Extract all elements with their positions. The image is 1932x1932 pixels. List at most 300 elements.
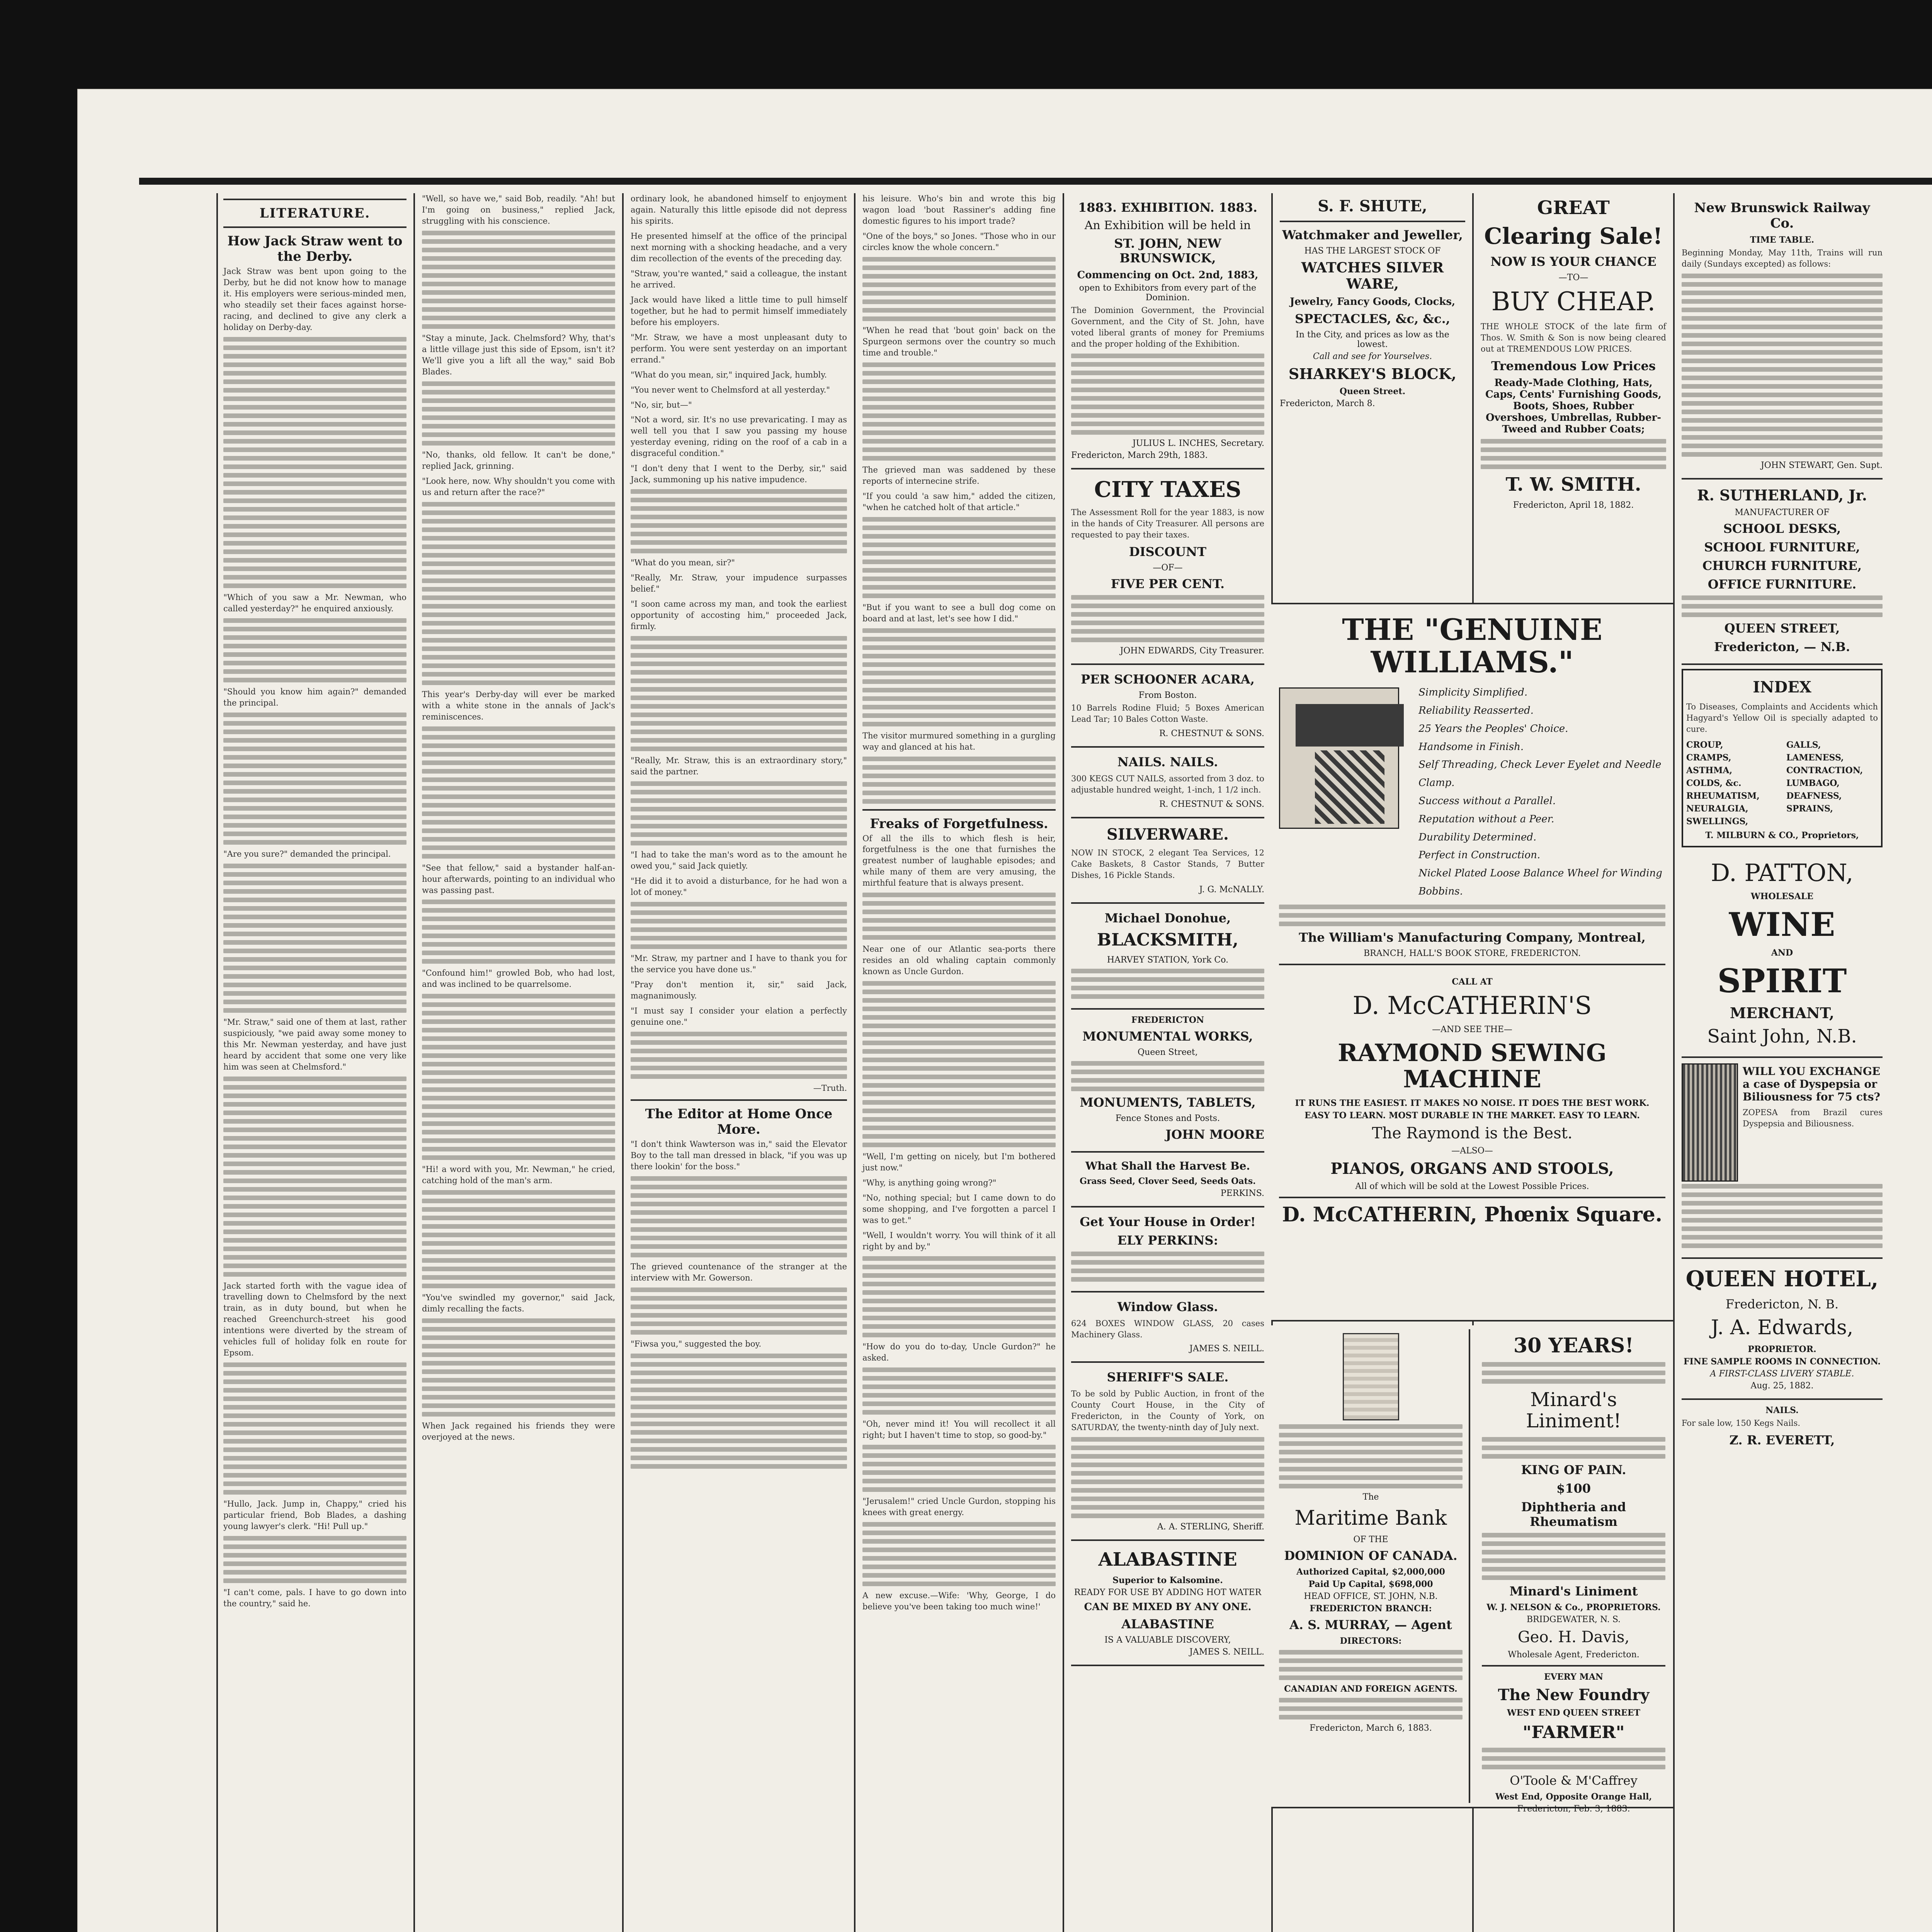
text-block [631, 636, 847, 751]
ad-signature: T. MILBURN & CO., Proprietors, [1705, 830, 1859, 840]
index-item: DEAFNESS, [1786, 791, 1842, 801]
text-block [422, 726, 615, 859]
rule [1482, 1665, 1665, 1667]
text-block [862, 893, 1056, 940]
ad-title: 30 YEARS! [1513, 1334, 1634, 1357]
ad-body: To be sold by Public Auction, in front of the County Court House, in the City of Fredericton, in the County of York, on SATURDAY, the twenty-ninth day of July next. [1071, 1389, 1264, 1432]
story-paragraph: "Look here, now. Why shouldn't you come with us and return after the race?" [422, 476, 615, 497]
ad-city-taxes [1071, 469, 1264, 665]
text-block [862, 628, 1056, 726]
story-paragraph: "Really, Mr. Straw, this is an extraordinary story," said the partner. [631, 756, 847, 777]
article-paragraph: "But if you want to see a bull dog come on board and at last, let's see how I did." [862, 602, 1056, 623]
column-story-end [622, 193, 854, 1932]
story-paragraph: "What do you mean, sir," inquired Jack, humbly. [631, 370, 827, 379]
rule [862, 809, 1056, 811]
ad-dateline: Fredericton, March 29th, 1883. [1071, 450, 1208, 460]
story-paragraph: When Jack regained his friends they were overjoyed at the news. [422, 1421, 615, 1442]
ad-line: CAN BE MIXED BY ANY ONE. [1084, 1601, 1252, 1613]
ad-sutherland [1682, 480, 1883, 665]
feature-item: Perfect in Construction. [1418, 849, 1541, 861]
ad-headline: WATCHES SILVER WARE, [1301, 260, 1444, 292]
article-paragraph: "Oh, never mind it! You will recollect it all right; but I haven't time to stop, so good-by." [862, 1419, 1056, 1440]
ad-blacksmith [1071, 904, 1264, 1009]
feature-item: Handsome in Finish. [1418, 741, 1524, 753]
ad-title: SHERIFF'S SALE. [1107, 1370, 1229, 1385]
ad-line: SCHOOL FURNITURE, [1704, 539, 1860, 554]
text-block [1071, 595, 1264, 642]
ad-title: NAILS. NAILS. [1117, 755, 1218, 770]
ad-signature: Z. R. EVERETT, [1729, 1433, 1835, 1448]
story-paragraph: Jack started forth with the vague idea of travelling down to Chelmsford by the next train, as in duty bound, but when he reached Greenchurch-street his good intentions were diverted by the stream of vehicles full of holiday folk en route for Epsom. [223, 1281, 406, 1358]
story-paragraph: "Stay a minute, Jack. Chelmsford? Why, that's a little village just this side of Epsom, isn't it? We'll give you a lift all the way," said Bob Blades. [422, 333, 615, 376]
story-paragraph: "I had to take the man's word as to the amount he owed you," said Jack quietly. [631, 850, 847, 871]
story-paragraph: "Mr. Straw," said one of them at last, rather suspiciously, "we paid away some money to this Mr. Newman yesterday, and have just heard by accident that some one very like him was seen at Chelmsford." [223, 1017, 406, 1071]
text-block [1481, 439, 1666, 469]
text-block [631, 1176, 847, 1257]
text-block [631, 1287, 847, 1335]
text-block [1071, 1061, 1264, 1091]
story-paragraph: "Hi! a word with you, Mr. Newman," he cried, catching hold of the man's arm. [422, 1165, 615, 1185]
ad-title: Clearing Sale! [1484, 223, 1663, 249]
ad-list: Ready-Made Clothing, Hats, Caps, Cents' Furnishing Goods, Boots, Shoes, Rubber Overshoes, Umbrellas, Rubber-Tweed and Rubber Coats; [1485, 377, 1662, 435]
ad-body-row [1279, 684, 1665, 901]
ad-line: KING OF PAIN. [1521, 1463, 1626, 1478]
text-block [1482, 1437, 1665, 1459]
ad-title: THE "GENUINE WILLIAMS." [1342, 612, 1602, 679]
ad-also: —ALSO— [1451, 1146, 1493, 1156]
text-block [1071, 354, 1264, 435]
article-paragraph: "How do you do to-day, Uncle Gurdon?" he asked. [862, 1342, 1056, 1362]
feature-item: 25 Years the Peoples' Choice. [1418, 723, 1568, 735]
ad-title: SILVERWARE. [1107, 825, 1229, 844]
ad-of: OF THE [1353, 1535, 1388, 1545]
ad-headline: RAYMOND SEWING MACHINE [1338, 1039, 1607, 1094]
text-block [631, 1354, 847, 1469]
article-paragraph: "When he read that 'bout goin' back on the Spurgeon sermons over the country so much time and trouble." [862, 325, 1056, 357]
ad-signature: W. J. NELSON & Co., PROPRIETORS. [1486, 1602, 1661, 1613]
ad-call-at: CALL AT [1452, 976, 1493, 987]
ad-headline: SPIRIT [1717, 962, 1847, 1000]
text-block [223, 1077, 406, 1277]
ad-house [1071, 1208, 1264, 1293]
ad-line: MERCHANT, [1730, 1004, 1835, 1022]
ad-line: HAS THE LARGEST STOCK OF [1304, 246, 1441, 256]
ad-title: MONUMENTAL WORKS, [1082, 1029, 1253, 1044]
text-block [223, 1536, 406, 1583]
ad-line: Call and see for Yourselves. [1313, 352, 1432, 361]
story-title: How Jack Straw went to the Derby. [227, 233, 403, 264]
ad-queen-hotel [1682, 1259, 1883, 1400]
ad-branch: BRANCH, HALL'S BOOK STORE, FREDERICTON. [1364, 948, 1581, 958]
text-block [422, 502, 615, 685]
article-paragraph: "Well, I'm getting on nicely, but I'm bothered just now." [862, 1152, 1056, 1173]
ad-body: 10 Barrels Rodine Fluid; 5 Boxes American Lead Tar; 10 Bales Cotton Waste. [1071, 703, 1264, 724]
text-block [631, 489, 847, 553]
story-paragraph: "No, thanks, old fellow. It can't be done," replied Jack, grinning. [422, 450, 615, 471]
ad-signature: T. W. SMITH. [1505, 474, 1641, 496]
article-paragraph: Near one of our Atlantic sea-ports there resides an old whaling captain commonly known as Uncle Gurdon. [862, 944, 1056, 976]
article-paragraph: A new excuse.—Wife: 'Why, George, I do believe you've been taking too much wine!' [862, 1590, 1056, 1611]
text-block [1279, 1650, 1463, 1680]
ad-subtitle: MANUFACTURER OF [1735, 507, 1830, 517]
ad-place: Saint John, N.B. [1707, 1026, 1857, 1048]
index-item: NEURALGIA, [1686, 803, 1748, 814]
text-block [1482, 1748, 1665, 1769]
rule [1279, 964, 1665, 965]
text-block [422, 1318, 615, 1417]
text-block [862, 981, 1056, 1147]
ad-line: SCHOOL DESKS, [1723, 521, 1841, 536]
ad-title: Get Your House in Order! [1080, 1214, 1256, 1229]
ad-dominion: DOMINION OF CANADA. [1284, 1548, 1458, 1563]
ad-dateline: Fredericton, Feb. 3, 1883. [1517, 1804, 1630, 1814]
ad-place: FREDERICTON [1131, 1015, 1204, 1025]
figure-illustration [1343, 1333, 1399, 1420]
story-paragraph: "Confound him!" growled Bob, who had lost, and was inclined to be quarrelsome. [422, 968, 615, 989]
ad-nails [1071, 748, 1264, 818]
ad-williams-sewing-machine [1271, 603, 1673, 1321]
top-rule [139, 178, 1932, 185]
ad-body: For sale low, 150 Kegs Nails. [1682, 1418, 1801, 1428]
ad-title: ALABASTINE [1098, 1549, 1237, 1571]
story-paragraph: "Well, so have we," said Bob, readily. "Ah! but I'm going on business," replied Jack, struggling with his conscience. [422, 194, 615, 226]
index-item: SPRAINS, [1786, 803, 1833, 814]
ad-headline: WINE [1729, 905, 1835, 944]
ad-subtitle: TIME TABLE. [1750, 235, 1815, 245]
ad-street: Queen Street. [1339, 386, 1406, 396]
ad-minard [1482, 1329, 1665, 1814]
ad-title: Window Glass. [1117, 1299, 1218, 1314]
ad-exchange [1682, 1058, 1883, 1259]
ad-directors: DIRECTORS: [1340, 1636, 1402, 1646]
ad-line: The Raymond is the Best. [1372, 1124, 1573, 1142]
ad-head: GREAT [1537, 197, 1610, 219]
ad-bank-and-liniment [1271, 1325, 1673, 1814]
article-paragraph: "One of the boys," so Jones. "Those who in our circles know the whole concern." [862, 231, 1056, 252]
article-paragraph: The visitor murmured something in a gurgling way and glanced at his hat. [862, 731, 1056, 752]
article-paragraph: "I don't think Wawterson was in," said the Elevator Boy to the tall man dressed in black, "if you was up there lookin' for the boss." [631, 1139, 847, 1171]
ad-line: Diphtheria and Rheumatism [1521, 1500, 1626, 1529]
ad-signature: O'Toole & M'Caffrey [1510, 1773, 1638, 1788]
ad-place: SHARKEY'S BLOCK, [1288, 365, 1457, 383]
ad-title: Minard's Liniment [1509, 1584, 1638, 1599]
ad-line: A FIRST-CLASS LIVERY STABLE. [1710, 1369, 1854, 1379]
story-paragraph: This year's Derby-day will ever be marked with a white stone in the annals of Jack's reminiscences. [422, 689, 615, 721]
feature-item: Nickel Plated Loose Balance Wheel for Winding Bobbins. [1418, 867, 1662, 897]
ad-paid: Paid Up Capital, $698,000 [1308, 1579, 1433, 1590]
ad-office: HEAD OFFICE, ST. JOHN, N.B. [1304, 1592, 1438, 1602]
ad-signature: J. G. McNALLY. [1199, 885, 1264, 895]
story-paragraph: ordinary look, he abandoned himself to enjoyment again. Naturally this little episode did not depress his spirits. [631, 194, 847, 226]
ad-of: —OF— [1153, 563, 1183, 573]
story-paragraph: "Which of you saw a Mr. Newman, who called yesterday?" he enquired anxiously. [223, 592, 406, 613]
ad-headline: WILL YOU EXCHANGE a case of Dyspepsia or Biliousness for 75 cts? [1743, 1065, 1881, 1104]
text-block [862, 1522, 1056, 1586]
ad-schooner [1071, 665, 1264, 748]
text-block [422, 1190, 615, 1288]
ad-subtitle: MONUMENTS, TABLETS, [1080, 1095, 1256, 1110]
ad-capital: Authorized Capital, $2,000,000 [1296, 1567, 1445, 1577]
column-articles [854, 193, 1063, 1932]
ad-title: QUEEN HOTEL, [1685, 1266, 1879, 1292]
column-literature [216, 193, 413, 1932]
ad-title: ALABASTINE [1121, 1617, 1214, 1632]
index-item: LUMBAGO, [1786, 778, 1840, 788]
story-paragraph: "Straw, you're wanted," said a colleague, the instant he arrived. [631, 269, 847, 289]
story-paragraph: He presented himself at the office of the principal next morning with a shocking headache, and a very dim recollection of the events of the preceding day. [631, 231, 847, 263]
story-paragraph: "See that fellow," said a bystander half-an-hour afterwards, pointing to an individual who was passing past. [422, 863, 615, 895]
ad-signature: R. CHESTNUT & SONS. [1159, 729, 1264, 739]
ad-see: —AND SEE THE— [1432, 1025, 1512, 1035]
text-block [1071, 1437, 1264, 1518]
ad-title: INDEX [1753, 678, 1811, 696]
text-block [862, 517, 1056, 598]
ad-headline: BUY CHEAP. [1491, 286, 1656, 316]
ad-subtitle: WEST END QUEEN STREET [1507, 1708, 1641, 1718]
ad-line: AND [1771, 948, 1793, 958]
ad-subtitle: ELY PERKINS: [1117, 1233, 1218, 1248]
index-item: SWELLINGS, [1686, 816, 1748, 827]
text-block [223, 337, 406, 588]
feature-item: Reputation without a Peer. [1418, 813, 1554, 825]
ad-place: Fredericton, N. B. [1725, 1297, 1839, 1311]
index-item: CRAMPS, [1686, 752, 1731, 763]
article-paragraph: "Jerusalem!" cried Uncle Gurdon, stopping his knees with great energy. [862, 1496, 1056, 1517]
ad-agent: A. S. MURRAY, — Agent [1289, 1617, 1452, 1633]
ad-line: IT RUNS THE EASIEST. IT MAKES NO NOISE. IT DOES THE BEST WORK. [1295, 1098, 1650, 1108]
ad-line: FINE SAMPLE ROOMS IN CONNECTION. [1683, 1357, 1881, 1367]
ad-body: THE WHOLE STOCK of the late firm of Thos. W. Smith & Son is now being cleared out at TREMENDOUS LOW PRICES. [1481, 322, 1666, 354]
portrait-illustration [1682, 1063, 1738, 1182]
text-block [422, 231, 615, 329]
story-paragraph: "I must say I consider your elation a perfectly genuine one." [631, 1006, 847, 1027]
ad-line: open to Exhibitors from every part of the Dominion. [1079, 283, 1257, 303]
ad-line: EASY TO LEARN. MOST DURABLE IN THE MARKET. EASY TO LEARN. [1304, 1110, 1640, 1121]
text-block [1482, 1362, 1665, 1384]
ad-line: An Exhibition will be held in [1084, 219, 1251, 232]
text-block [422, 900, 615, 964]
ad-place: BRIDGEWATER, N. S. [1526, 1615, 1621, 1625]
ad-line: WHOLESALE [1750, 891, 1814, 902]
column-ads-1 [1063, 193, 1271, 1932]
ad-row [1279, 1329, 1665, 1814]
rule [223, 226, 406, 228]
ad-name: D. McCATHERIN'S [1352, 991, 1592, 1020]
story-paragraph: "Hullo, Jack. Jump in, Chappy," cried his particular friend, Bob Blades, a dashing young lawyer's clerk. "Hi! Pull up." [223, 1499, 406, 1531]
ad-line: PROPRIETOR. [1748, 1344, 1816, 1355]
ad-title: CITY TAXES [1094, 476, 1242, 502]
ad-trade: Watchmaker and Jeweller, [1282, 228, 1463, 242]
ad-subtitle: Grass Seed, Clover Seed, Seeds Oats. [1080, 1176, 1256, 1186]
ad-signature: PERKINS. [1220, 1188, 1264, 1198]
ad-name: Michael Donohue, [1104, 911, 1231, 926]
ad-body: ZOPESA from Brazil cures Dyspepsia and Biliousness. [1743, 1108, 1883, 1129]
ad-body: 624 BOXES WINDOW GLASS, 20 cases Machinery Glass. [1071, 1318, 1264, 1339]
ad-body: 300 KEGS CUT NAILS, assorted from 3 doz. to adjustable hundred weight, 1-inch, 1 1/2 inch. [1071, 774, 1264, 795]
feature-item: Durability Determined. [1418, 831, 1537, 843]
ad-title: Minard's Liniment! [1526, 1388, 1621, 1432]
ad-agent: Geo. H. Davis, [1517, 1628, 1630, 1646]
text-block [1682, 595, 1883, 617]
ad-body: Beginning Monday, May 11th, Trains will run daily (Sundays excepted) as follows: [1682, 248, 1883, 269]
text-block [631, 902, 847, 949]
article-title: Freaks of Forgetfulness. [870, 816, 1048, 832]
ad-name: S. F. SHUTE, [1318, 197, 1427, 215]
ad-signature-line: West End, Opposite Orange Hall, [1495, 1791, 1652, 1802]
text-block [1279, 1698, 1463, 1719]
story-paragraph: "You've swindled my governor," said Jack, dimly recalling the facts. [422, 1293, 615, 1314]
index-item: CROUP, [1686, 740, 1723, 750]
index-item: GALLS, [1786, 740, 1821, 750]
column-story-continued [413, 193, 622, 1932]
ad-body: NOW IN STOCK, 2 elegant Tea Services, 12 Cake Baskets, 8 Castor Stands, 7 Butter Dishes, 16 Pickle Stands. [1071, 848, 1264, 880]
text-block [223, 1362, 406, 1495]
index-item: CONTRACTION, [1786, 765, 1863, 776]
feature-list [1411, 684, 1665, 901]
story-paragraph: "Mr. Straw, my partner and I have to thank you for the service you have done us." [631, 953, 847, 974]
ad-body: The Assessment Roll for the year 1883, is now in the hands of City Treasurer. All persons are requested to pay their taxes. [1071, 508, 1264, 540]
ad-reward: $100 [1556, 1481, 1591, 1496]
ad-shute [1280, 197, 1465, 408]
ad-signature: JOHN EDWARDS, City Treasurer. [1120, 646, 1264, 656]
ad-clearing-sale [1481, 197, 1666, 510]
ad-subtitle: Fence Stones and Posts. [1115, 1113, 1220, 1123]
ad-signature: JAMES S. NEILL. [1189, 1647, 1264, 1657]
ad-line: READY FOR USE BY ADDING HOT WATER [1074, 1588, 1262, 1598]
ad-monumental [1071, 1010, 1264, 1153]
ad-discount: DISCOUNT [1129, 544, 1207, 560]
rule [223, 199, 406, 200]
ad-subtitle: From Boston. [1138, 690, 1197, 701]
ad-window-glass [1071, 1293, 1264, 1363]
text-block [223, 618, 406, 682]
story-signature: —Truth. [813, 1083, 847, 1093]
article-paragraph: "Why, is anything going wrong?" [862, 1178, 997, 1188]
story-paragraph: "I can't come, pals. I have to go down into the country," said he. [223, 1588, 406, 1609]
story-paragraph: "Not a word, sir. It's no use prevaricating. I may as well tell you that I saw you passing my house yesterday evening, riding on the roof of a cab in a disgraceful condition." [631, 415, 847, 458]
article-paragraph: his leisure. Who's bin and wrote this big wagon load 'bout Rassiner's adding fine domestic figures to his import trade? [862, 194, 1056, 226]
ad-headline: "FARMER" [1522, 1723, 1625, 1743]
ad-subtitle: Tremendous Low Prices [1491, 359, 1656, 374]
ad-to: —TO— [1558, 272, 1588, 282]
ad-title: PER SCHOONER ACARA, [1081, 672, 1255, 687]
article-paragraph: "Well, I wouldn't worry. You will think of it all right by and by." [862, 1231, 1056, 1252]
ad-dateline: Fredericton, April 18, 1882. [1513, 500, 1634, 510]
story-paragraph: "No, sir, but—" [631, 400, 692, 410]
text-block [422, 381, 615, 446]
ad-signature: JAMES S. NEILL. [1189, 1344, 1264, 1354]
sewing-machine-illustration [1279, 687, 1399, 829]
ad-line: In the City, and prices as low as the lowest. [1296, 330, 1449, 349]
ad-everett [1682, 1400, 1883, 1457]
index-item: RHEUMATISM, [1686, 791, 1760, 801]
ad-agent-line: Wholesale Agent, Fredericton. [1508, 1650, 1639, 1660]
ad-name: D. PATTON, [1711, 858, 1854, 887]
ad-line: NOW IS YOUR CHANCE [1490, 254, 1656, 269]
section-header: LITERATURE. [259, 206, 371, 221]
text-block [1071, 1252, 1264, 1282]
text-block [1279, 1424, 1463, 1488]
ad-sheriff [1071, 1363, 1264, 1541]
story-paragraph: "Should you know him again?" demanded the principal. [223, 687, 406, 707]
ad-exhibition [1071, 193, 1264, 469]
feature-item: Self Threading, Check Lever Eyelet and Needle Clamp. [1418, 759, 1662, 789]
story-paragraph: "Really, Mr. Straw, your impudence surpasses belief." [631, 573, 847, 594]
story-paragraph: "What do you mean, sir?" [631, 558, 735, 568]
text-block [862, 1256, 1056, 1337]
ad-silverware [1071, 818, 1264, 904]
ad-body: The Dominion Government, the Provincial Government, and the City of St. John, have voted liberal grants of money for Premiums and the proper holding of the Exhibition. [1071, 306, 1264, 349]
rule [1279, 1197, 1665, 1198]
ad-title: Maritime Bank [1294, 1507, 1447, 1530]
rule [1280, 221, 1465, 222]
article-paragraph: "No, nothing special; but I came down to do some shopping, and I've forgotten a parcel I was to get." [862, 1193, 1056, 1225]
ad-title: What Shall the Harvest Be. [1085, 1159, 1250, 1172]
ad-signature: R. CHESTNUT & SONS. [1159, 799, 1264, 810]
ad-signature: D. McCATHERIN, Phœnix Square. [1282, 1202, 1662, 1226]
ad-place: HARVEY STATION, York Co. [1107, 955, 1229, 965]
article-paragraph: Of all the ills to which flesh is heir, forgetfulness is the one that furnishes the greatest number of laughable episodes; and while many of them are very amusing, the mirthful feature that is always present. [862, 833, 1056, 888]
story-paragraph: Jack Straw was bent upon going to the Derby, but he did not know how to manage it. His employers were serious-minded men, who steadily set their faces against horse-racing, and declined to give any clerk a holiday on Derby-day. [223, 267, 406, 332]
ad-index [1682, 669, 1883, 847]
story-paragraph: "I don't deny that I went to the Derby, sir," said Jack, summoning up his native impudence. [631, 464, 847, 485]
story-paragraph: "Are you sure?" demanded the principal. [223, 849, 391, 859]
ad-alabastine [1071, 1541, 1264, 1666]
article-paragraph: "If you could 'a saw him," added the citizen, "when he catched holt of that article." [862, 491, 1056, 512]
ad-dateline: Fredericton, March 8. [1280, 399, 1375, 408]
text-block [631, 781, 847, 845]
text-block [1071, 969, 1264, 999]
ad-agents: CANADIAN AND FOREIGN AGENTS. [1284, 1684, 1458, 1694]
ad-place: ST. JOHN, NEW BRUNSWICK, [1114, 236, 1221, 265]
text-block [1682, 1184, 1883, 1248]
ad-heading: 1883. EXHIBITION. 1883. [1078, 200, 1258, 215]
text-block [631, 1032, 847, 1079]
ad-line: PIANOS, ORGANS AND STOOLS, [1330, 1159, 1614, 1178]
ad-date: Commencing on Oct. 2nd, 1883, [1077, 269, 1259, 281]
article-paragraph: "Fiwsa you," suggested the boy. [631, 1339, 762, 1349]
article-title: The Editor at Home Once More. [645, 1106, 833, 1137]
text-block [862, 1445, 1056, 1492]
ad-street: QUEEN STREET, [1724, 621, 1840, 636]
text-block [223, 864, 406, 1013]
ad-title: New Brunswick Railway Co. [1694, 200, 1870, 231]
text-block [422, 994, 615, 1160]
ad-percentage: FIVE PER CENT. [1111, 577, 1225, 592]
ad-subtitle: Superior to Kalsomine. [1112, 1575, 1223, 1586]
column-ads-4 [1673, 193, 1889, 1932]
feature-item: Success without a Parallel. [1418, 795, 1556, 807]
ad-name: J. A. Edwards, [1711, 1316, 1854, 1339]
ad-line: CHURCH FURNITURE, [1702, 558, 1862, 573]
ad-dateline: Aug. 25, 1882. [1750, 1381, 1814, 1391]
ad-title: BLACKSMITH, [1097, 930, 1239, 950]
ad-company: The William's Manufacturing Company, Montreal, [1299, 930, 1646, 945]
text-block [862, 1367, 1056, 1415]
story-paragraph: "You never went to Chelmsford at all yesterday." [631, 385, 830, 395]
feature-item: Simplicity Simplified. [1418, 687, 1528, 699]
rule [631, 1099, 847, 1101]
feature-item: Reliability Reasserted. [1418, 704, 1534, 716]
story-paragraph: "He did it to avoid a disturbance, for he had won a lot of money." [631, 876, 847, 897]
text-block [862, 362, 1056, 461]
ad-dateline: Fredericton, March 6, 1883. [1310, 1723, 1432, 1733]
ad-head: EVERY MAN [1544, 1672, 1604, 1682]
ad-harvest [1071, 1153, 1264, 1208]
index-list [1686, 739, 1878, 828]
text-block [862, 757, 1056, 804]
index-item: LAMENESS, [1786, 752, 1844, 763]
